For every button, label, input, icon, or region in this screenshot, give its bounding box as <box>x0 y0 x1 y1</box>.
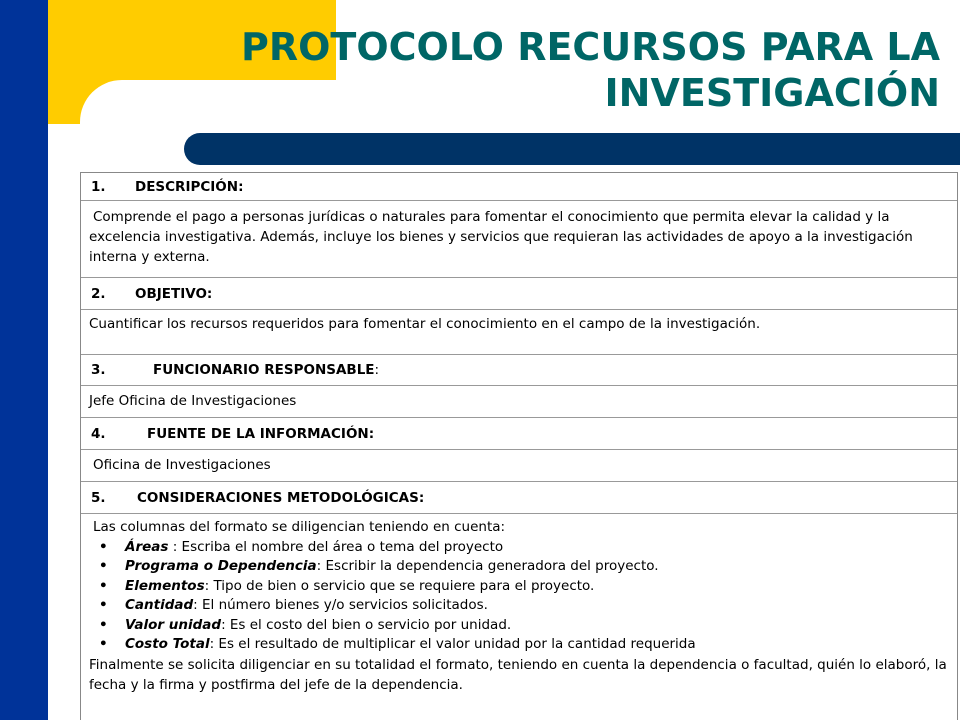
protocol-table <box>80 172 958 720</box>
bullet-icon: • <box>99 558 108 574</box>
considerations-closing: Finalmente se solicita diligenciar en su totalidad el formato, teniendo en cuenta la dependencia o facultad, quién lo elaboró, la fecha y la firma y postfirma del jefe de la dependencia. <box>89 656 947 693</box>
section-number: 4. <box>91 425 106 442</box>
section-heading: DESCRIPCIÓN: <box>135 178 244 195</box>
section-heading: FUENTE DE LA INFORMACIÓN: <box>147 425 375 442</box>
item-text: : Escribir la dependencia generadora del proyecto. <box>316 558 659 574</box>
section-body-text: Cuantificar los recursos requeridos para fomentar el conocimiento en el campo de la investigación. <box>89 316 761 332</box>
item-term: Valor unidad <box>125 616 222 633</box>
list-item <box>89 557 949 577</box>
section-number: 2. <box>91 285 106 302</box>
bullet-icon: • <box>99 597 108 613</box>
section-heading: CONSIDERACIONES METODOLÓGICAS: <box>137 489 425 506</box>
list-item <box>89 635 949 655</box>
item-text: : Es el costo del bien o servicio por unidad. <box>221 616 512 633</box>
item-term: Programa o Dependencia <box>125 558 317 574</box>
considerations-list <box>89 538 949 655</box>
item-text: : Escriba el nombre del área o tema del proyecto <box>168 538 504 555</box>
section-body-funcionario <box>81 386 957 418</box>
section-body-objetivo <box>81 310 957 355</box>
section-number: 3. <box>91 362 106 378</box>
considerations-intro: Las columnas del formato se diligencian teniendo en cuenta: <box>93 519 506 535</box>
section-number: 1. <box>91 178 106 195</box>
section-header-descripcion <box>81 173 957 201</box>
section-heading-colon: : <box>374 362 380 378</box>
section-heading: OBJETIVO: <box>135 285 213 302</box>
section-body-consideraciones <box>81 514 957 691</box>
title-line-2: INVESTIGACIÓN <box>604 71 940 115</box>
page-title <box>180 24 940 116</box>
section-body-text: Jefe Oficina de Investigaciones <box>89 393 297 409</box>
item-term: Áreas <box>125 538 169 555</box>
item-term: Cantidad <box>125 597 194 613</box>
bullet-icon: • <box>99 616 108 633</box>
title-line-1: PROTOCOLO RECURSOS PARA LA <box>240 25 940 69</box>
item-term: Costo Total <box>125 636 210 652</box>
section-header-consideraciones <box>81 482 957 514</box>
list-item <box>89 616 949 636</box>
item-text: : Es el resultado de multiplicar el valor unidad por la cantidad requerida <box>209 636 696 652</box>
list-item <box>89 596 949 616</box>
navy-divider-bar <box>184 133 960 165</box>
item-text: : Tipo de bien o servicio que se requiere para el proyecto. <box>204 577 595 594</box>
list-item <box>89 577 949 597</box>
bullet-icon: • <box>99 577 108 594</box>
section-body-text: Comprende el pago a personas jurídicas o naturales para fomentar el conocimiento que permita elevar la calidad y la excelencia investigativa. Además, incluye los bienes y servicios que requieran las actividades de apoyo a la investigación interna y externa. <box>89 209 913 265</box>
bullet-icon: • <box>99 636 108 652</box>
section-header-fuente <box>81 418 957 450</box>
bullet-icon: • <box>99 538 108 555</box>
list-item <box>89 538 949 558</box>
section-body-text: Oficina de Investigaciones <box>93 457 271 473</box>
section-number: 5. <box>91 489 106 506</box>
section-heading: FUNCIONARIO RESPONSABLE <box>153 362 375 378</box>
item-term: Elementos <box>125 577 205 594</box>
section-header-objetivo <box>81 278 957 310</box>
section-header-funcionario <box>81 355 957 386</box>
left-blue-bar <box>0 0 48 720</box>
section-body-fuente <box>81 450 957 482</box>
item-text: : El número bienes y/o servicios solicitados. <box>193 597 488 613</box>
section-body-descripcion <box>81 201 957 278</box>
